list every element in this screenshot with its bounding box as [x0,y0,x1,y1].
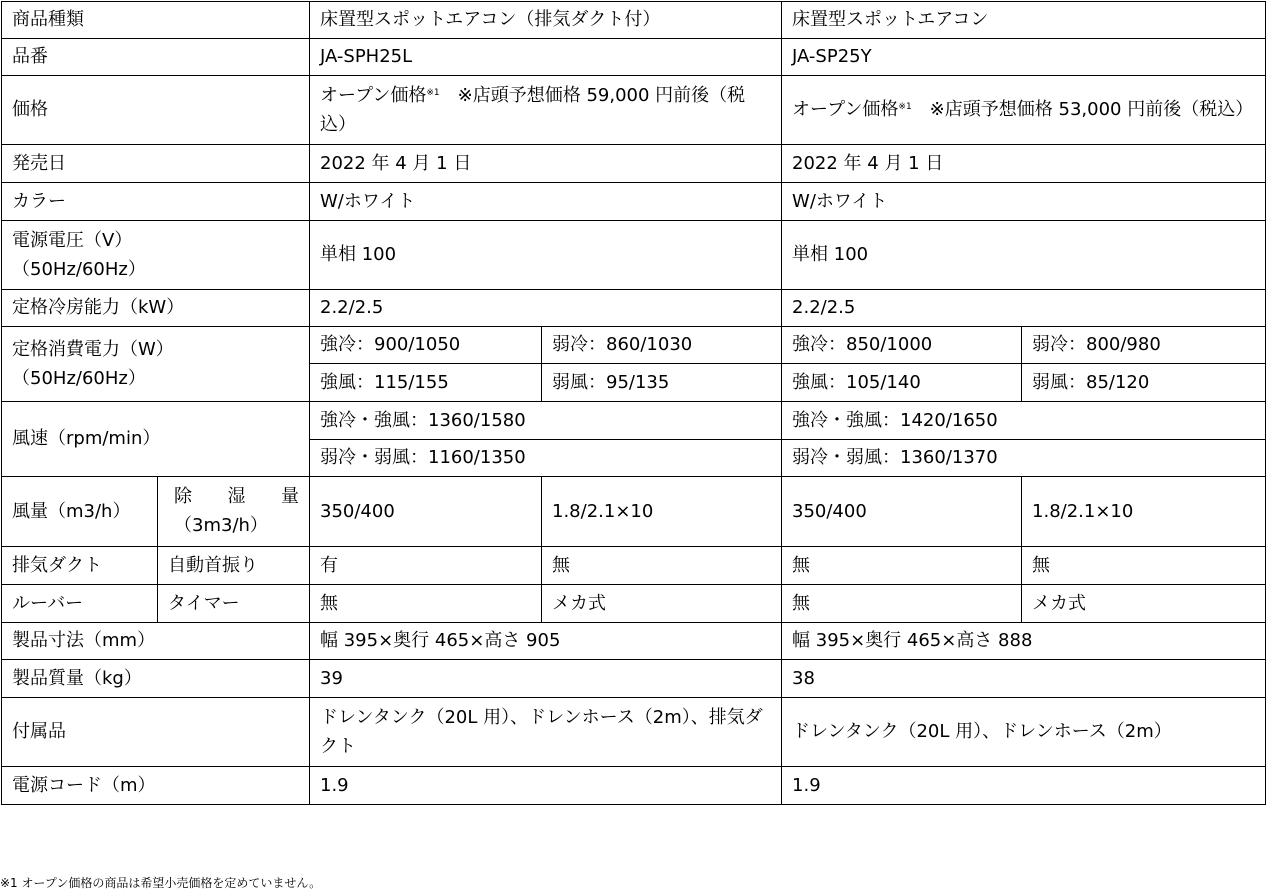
label-voltage-line2: （50Hz/60Hz） [12,258,146,280]
power-a-strong-fan: 強風：115/155 [310,364,542,402]
row-release [2,145,1266,183]
price-a [310,76,782,145]
footnote [0,876,330,890]
price-b-estimate: ※店頭予想価格 53,000 円前後（税込） [911,99,1254,120]
label-duct: 排気ダクト [2,547,158,585]
timer-b: メカ式 [1022,585,1266,623]
voltage-b: 単相 100 [782,221,1266,290]
row-model [2,39,1266,76]
airflow-b: 350/400 [782,477,1022,547]
cord-b: 1.9 [782,767,1266,805]
label-airflow: 風量（m3/h） [2,477,158,547]
weight-a: 39 [310,660,782,698]
power-a-strong-cool: 強冷：900/1050 [310,327,542,364]
cooling-b: 2.2/2.5 [782,290,1266,327]
row-color [2,183,1266,221]
label-release: 発売日 [2,145,310,183]
label-weight: 製品質量（kg） [2,660,310,698]
label-dehumidify-line2: （3m3/h） [174,515,268,536]
dehumidify-a: 1.8/2.1×10 [542,477,782,547]
price-a-estimate: ※店頭予想価格 59,000 円前後（税込） [320,84,746,135]
row-cooling [2,290,1266,327]
label-speed: 風速（rpm/min） [2,402,310,477]
louver-b: 無 [782,585,1022,623]
price-b [782,76,1266,145]
row-weight [2,660,1266,698]
price-b-open: オープン価格 [792,99,899,120]
label-cooling: 定格冷房能力（kW） [2,290,310,327]
price-a-footnote-mark: ※1 [426,87,440,98]
type-a: 床置型スポットエアコン（排気ダクト付） [310,2,782,39]
label-cord: 電源コード（m） [2,767,310,805]
label-color: カラー [2,183,310,221]
accessories-b: ドレンタンク（20L 用）、ドレンホース（2m） [782,698,1266,767]
airflow-a: 350/400 [310,477,542,547]
label-voltage [2,221,310,290]
power-a-weak-fan: 弱風：95/135 [542,364,782,402]
power-b-weak-cool: 弱冷：800/980 [1022,327,1266,364]
label-dehumidify [158,477,310,547]
dimensions-b: 幅 395×奥行 465×高さ 888 [782,623,1266,660]
speed-b-weak: 弱冷・弱風：1360/1370 [782,440,1266,477]
cord-a: 1.9 [310,767,782,805]
speed-a-weak: 弱冷・弱風：1160/1350 [310,440,782,477]
row-cord [2,767,1266,805]
power-b-strong-cool: 強冷：850/1000 [782,327,1022,364]
color-b: W/ホワイト [782,183,1266,221]
label-dimensions: 製品寸法（mm） [2,623,310,660]
row-speed-strong [2,402,1266,440]
dimensions-a: 幅 395×奥行 465×高さ 905 [310,623,782,660]
row-voltage [2,221,1266,290]
row-power-cool [2,327,1266,364]
dehumidify-b: 1.8/2.1×10 [1022,477,1266,547]
footnote-text: ※1 オープン価格の商品は希望小売価格を定めていません。 [0,876,322,890]
price-b-footnote-mark: ※1 [898,102,912,112]
color-a: W/ホワイト [310,183,782,221]
power-a-weak-cool: 弱冷：860/1030 [542,327,782,364]
swing-a: 無 [542,547,782,585]
row-louver [2,585,1266,623]
speed-a-strong: 強冷・強風：1360/1580 [310,402,782,440]
label-price: 価格 [2,76,310,145]
label-power-line2: （50Hz/60Hz） [12,367,146,389]
label-model: 品番 [2,39,310,76]
label-timer: タイマー [158,585,310,623]
label-accessories: 付属品 [2,698,310,767]
release-a: 2022 年 4 月 1 日 [310,145,782,183]
power-b-strong-fan: 強風：105/140 [782,364,1022,402]
row-price [2,76,1266,145]
model-a: JA-SPH25L [310,39,782,76]
weight-b: 38 [782,660,1266,698]
label-power [2,327,310,402]
row-airflow [2,477,1266,547]
accessories-a: ドレンタンク（20L 用）、ドレンホース（2m）、排気ダクト [310,698,782,767]
label-type: 商品種類 [2,2,310,39]
row-type [2,2,1266,39]
label-swing: 自動首振り [158,547,310,585]
spec-table [1,1,1266,805]
model-b: JA-SP25Y [782,39,1266,76]
speed-b-strong: 強冷・強風：1420/1650 [782,402,1266,440]
label-dehumidify-line1: 除湿量 [174,486,299,507]
type-b: 床置型スポットエアコン [782,2,1266,39]
release-b: 2022 年 4 月 1 日 [782,145,1266,183]
label-voltage-line1: 電源電圧（V） [12,229,133,251]
timer-a: メカ式 [542,585,782,623]
louver-a: 無 [310,585,542,623]
label-power-line1: 定格消費電力（W） [12,338,174,360]
label-louver: ルーバー [2,585,158,623]
row-dimensions [2,623,1266,660]
row-duct [2,547,1266,585]
price-a-open: オープン価格 [320,84,427,106]
swing-b: 無 [1022,547,1266,585]
power-b-weak-fan: 弱風：85/120 [1022,364,1266,402]
cooling-a: 2.2/2.5 [310,290,782,327]
duct-b: 無 [782,547,1022,585]
voltage-a: 単相 100 [310,221,782,290]
row-accessories [2,698,1266,767]
duct-a: 有 [310,547,542,585]
